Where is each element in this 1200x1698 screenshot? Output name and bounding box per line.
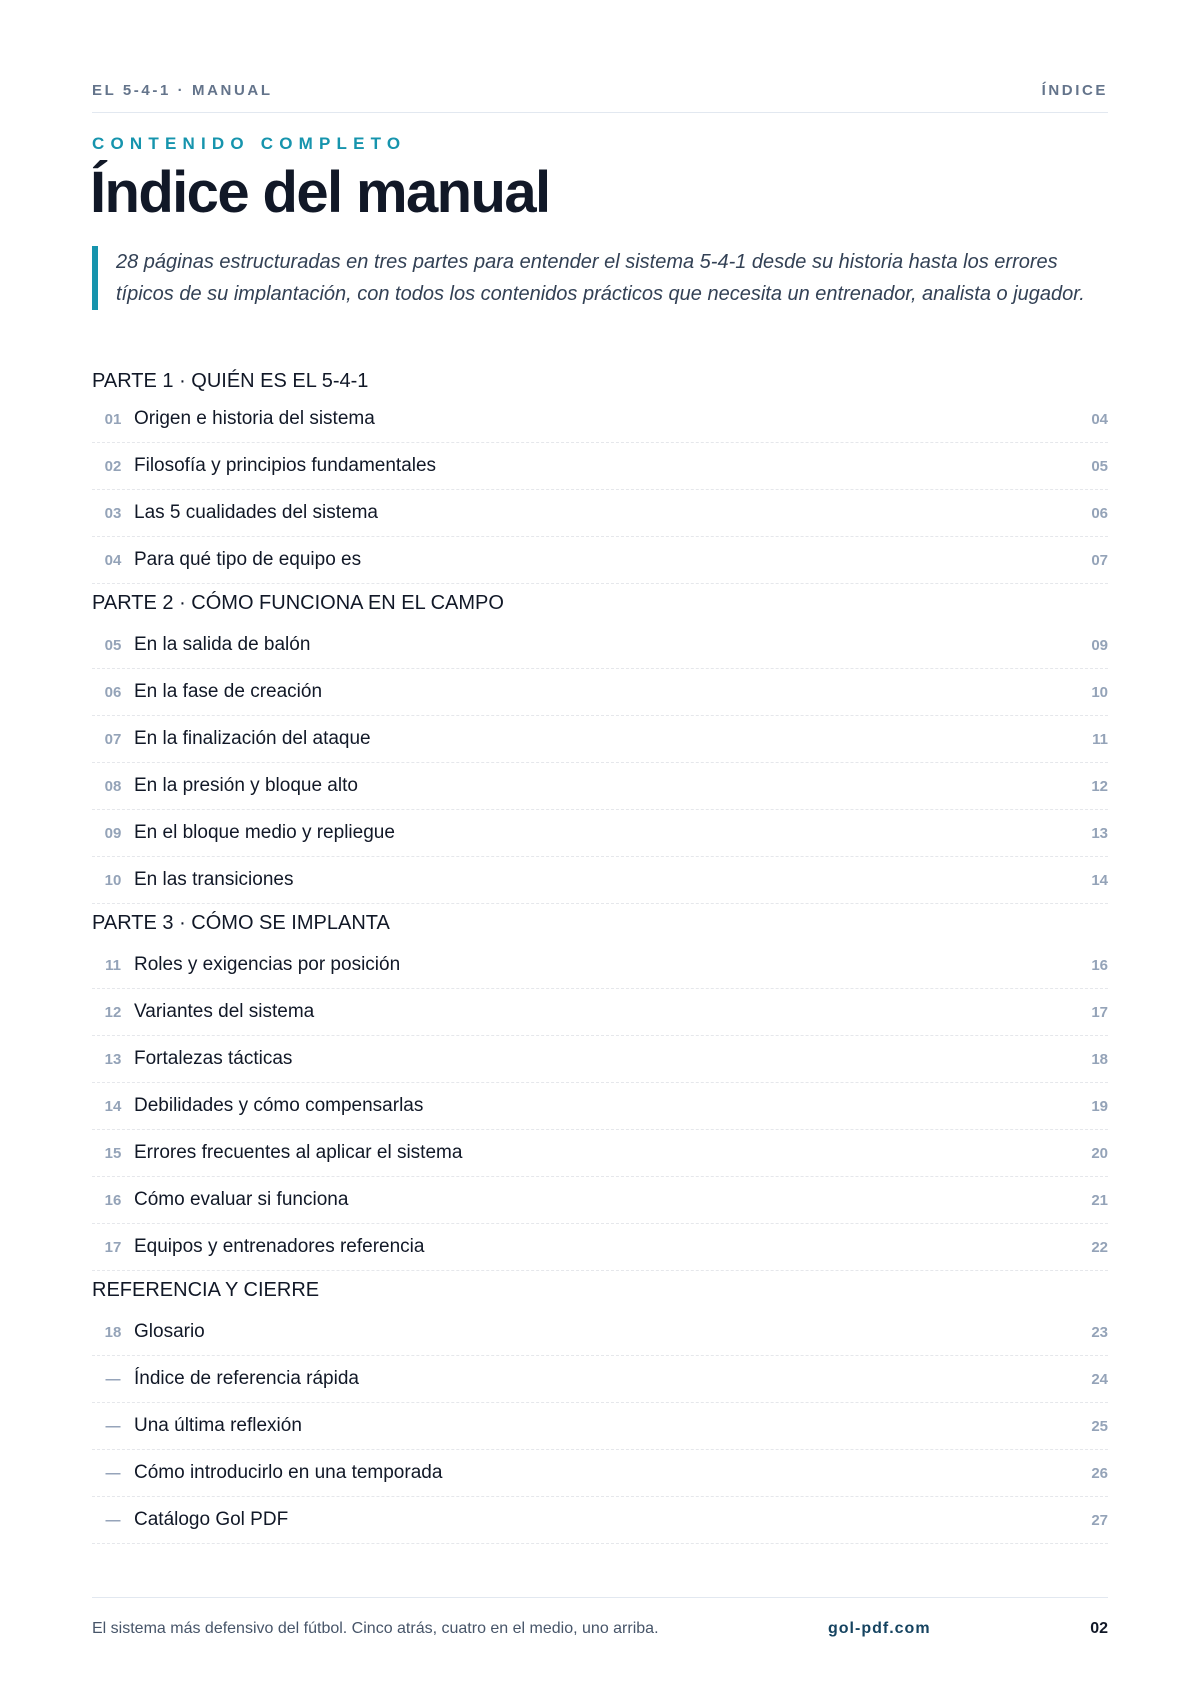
- header-section-label: EL 5-4-1 · MANUAL: [92, 82, 273, 99]
- toc-entry-page: 27: [1091, 1511, 1108, 1529]
- toc-entry[interactable]: [92, 1224, 1108, 1271]
- section-eyebrow: CONTENIDO COMPLETO: [92, 134, 407, 153]
- toc-entry-title[interactable]: Cómo introducirlo en una temporada: [134, 1462, 443, 1483]
- table-of-contents: [92, 366, 1108, 1544]
- toc-entry[interactable]: [92, 1083, 1108, 1130]
- toc-entry-page: 14: [1091, 871, 1108, 889]
- footer-site-link[interactable]: gol-pdf.com: [828, 1620, 931, 1637]
- toc-entry-page: 16: [1091, 956, 1108, 974]
- header-page-label: ÍNDICE: [1041, 82, 1108, 99]
- toc-entry[interactable]: [92, 669, 1108, 716]
- toc-part-heading: PARTE 3 · CÓMO SE IMPLANTA: [92, 911, 390, 934]
- toc-entry-title[interactable]: Para qué tipo de equipo es: [134, 549, 362, 570]
- toc-entry-page: 11: [1092, 730, 1108, 748]
- toc-entry-title[interactable]: Debilidades y cómo compensarlas: [134, 1095, 424, 1116]
- toc-part-heading: PARTE 2 · CÓMO FUNCIONA EN EL CAMPO: [92, 591, 504, 614]
- toc-entry-title[interactable]: En la presión y bloque alto: [134, 775, 358, 796]
- toc-entry-title[interactable]: Índice de referencia rápida: [134, 1368, 359, 1389]
- toc-entry[interactable]: [92, 1497, 1108, 1544]
- toc-entry-page: 26: [1091, 1464, 1108, 1482]
- page-number: 02: [1090, 1620, 1108, 1637]
- toc-entry-number: 08: [104, 777, 122, 795]
- intro-paragraph: 28 páginas estructuradas en tres partes para entender el sistema 5-4-1 desde su historia hasta los errores típicos de su implantación, con todos los contenidos prácticos que necesita un entrenador, analista o jugador.: [92, 246, 1102, 310]
- toc-entry-page: 22: [1091, 1238, 1108, 1256]
- running-header: [92, 82, 1108, 113]
- toc-entry[interactable]: [92, 857, 1108, 904]
- toc-entry-number: 06: [104, 683, 122, 701]
- toc-entry-page: 07: [1091, 551, 1108, 569]
- toc-entry-title[interactable]: Cómo evaluar si funciona: [134, 1189, 349, 1210]
- toc-entry-title[interactable]: Roles y exigencias por posición: [134, 954, 401, 975]
- toc-entry-number: —: [105, 1370, 121, 1388]
- toc-part-heading: REFERENCIA Y CIERRE: [92, 1278, 320, 1301]
- page-title: Índice del manual: [90, 160, 550, 225]
- toc-entry-number: 15: [104, 1144, 122, 1162]
- page-footer: [92, 1597, 1108, 1642]
- toc-entry[interactable]: [92, 443, 1108, 490]
- toc-entry[interactable]: [92, 396, 1108, 443]
- toc-entry-page: 25: [1091, 1417, 1108, 1435]
- toc-entry-number: —: [105, 1464, 121, 1482]
- toc-entry[interactable]: [92, 763, 1108, 810]
- toc-part-heading: PARTE 1 · QUIÉN ES EL 5-4-1: [92, 369, 369, 392]
- toc-entry-title[interactable]: En la finalización del ataque: [134, 728, 371, 749]
- toc-entry[interactable]: [92, 1309, 1108, 1356]
- toc-entry-title[interactable]: Origen e historia del sistema: [134, 408, 375, 429]
- toc-entry-number: 14: [104, 1097, 122, 1115]
- toc-entry-number: 03: [104, 504, 122, 522]
- toc-entry[interactable]: [92, 1177, 1108, 1224]
- toc-entry-page: 12: [1091, 777, 1108, 795]
- toc-entry[interactable]: [92, 716, 1108, 763]
- toc-entry-page: 17: [1091, 1003, 1108, 1021]
- toc-entry-title[interactable]: En la fase de creación: [134, 681, 323, 702]
- footer-tagline: El sistema más defensivo del fútbol. Cinco atrás, cuatro en el medio, uno arriba.: [92, 1620, 659, 1637]
- toc-entry-title[interactable]: Las 5 cualidades del sistema: [134, 502, 378, 523]
- toc-entry-title[interactable]: Catálogo Gol PDF: [134, 1509, 289, 1530]
- toc-entry[interactable]: [92, 1130, 1108, 1177]
- toc-entry[interactable]: [92, 1036, 1108, 1083]
- toc-entry-number: 13: [104, 1050, 122, 1068]
- toc-entry-title[interactable]: Errores frecuentes al aplicar el sistema: [134, 1142, 463, 1163]
- toc-entry[interactable]: [92, 490, 1108, 537]
- toc-entry[interactable]: [92, 989, 1108, 1036]
- toc-entry-number: 12: [104, 1003, 122, 1021]
- toc-entry-title[interactable]: Glosario: [134, 1321, 205, 1342]
- toc-entry-title[interactable]: En el bloque medio y repliegue: [134, 822, 395, 843]
- toc-entry[interactable]: [92, 1450, 1108, 1497]
- toc-entry-number: 07: [104, 730, 122, 748]
- toc-entry[interactable]: [92, 1403, 1108, 1450]
- toc-entry-title[interactable]: Filosofía y principios fundamentales: [134, 455, 437, 476]
- toc-entry-page: 09: [1091, 636, 1108, 654]
- toc-entry[interactable]: [92, 1356, 1108, 1403]
- toc-entry-page: 20: [1091, 1144, 1108, 1162]
- toc-entry-number: —: [105, 1511, 121, 1529]
- toc-entry-page: 19: [1091, 1097, 1108, 1115]
- toc-entry-number: —: [105, 1417, 121, 1435]
- toc-entry[interactable]: [92, 622, 1108, 669]
- toc-entry-page: 24: [1091, 1370, 1108, 1388]
- toc-entry-title[interactable]: Fortalezas tácticas: [134, 1048, 293, 1069]
- toc-entry-title[interactable]: En las transiciones: [134, 869, 294, 890]
- toc-entry-number: 09: [104, 824, 122, 842]
- toc-entry-number: 04: [104, 551, 122, 569]
- toc-entry-number: 17: [104, 1238, 122, 1256]
- toc-entry-page: 06: [1091, 504, 1108, 522]
- toc-entry-number: 11: [105, 956, 121, 974]
- toc-entry-title[interactable]: En la salida de balón: [134, 634, 311, 655]
- toc-entry[interactable]: [92, 810, 1108, 857]
- toc-entry-number: 02: [104, 457, 122, 475]
- toc-entry-number: 16: [104, 1191, 122, 1209]
- toc-entry-page: 05: [1091, 457, 1108, 475]
- toc-entry-title[interactable]: Una última reflexión: [134, 1415, 302, 1436]
- toc-entry-title[interactable]: Variantes del sistema: [134, 1001, 315, 1022]
- toc-entry-page: 23: [1091, 1323, 1108, 1341]
- toc-entry-number: 05: [104, 636, 122, 654]
- toc-entry-page: 13: [1091, 824, 1108, 842]
- toc-entry-number: 10: [104, 871, 122, 889]
- toc-entry-number: 18: [104, 1323, 122, 1341]
- toc-entry-page: 18: [1091, 1050, 1108, 1068]
- toc-entry[interactable]: [92, 942, 1108, 989]
- toc-entry[interactable]: [92, 537, 1108, 584]
- toc-entry-page: 04: [1091, 410, 1108, 428]
- toc-entry-number: 01: [104, 410, 122, 428]
- toc-entry-title[interactable]: Equipos y entrenadores referencia: [134, 1236, 425, 1257]
- toc-entry-page: 21: [1091, 1191, 1108, 1209]
- toc-entry-page: 10: [1091, 683, 1108, 701]
